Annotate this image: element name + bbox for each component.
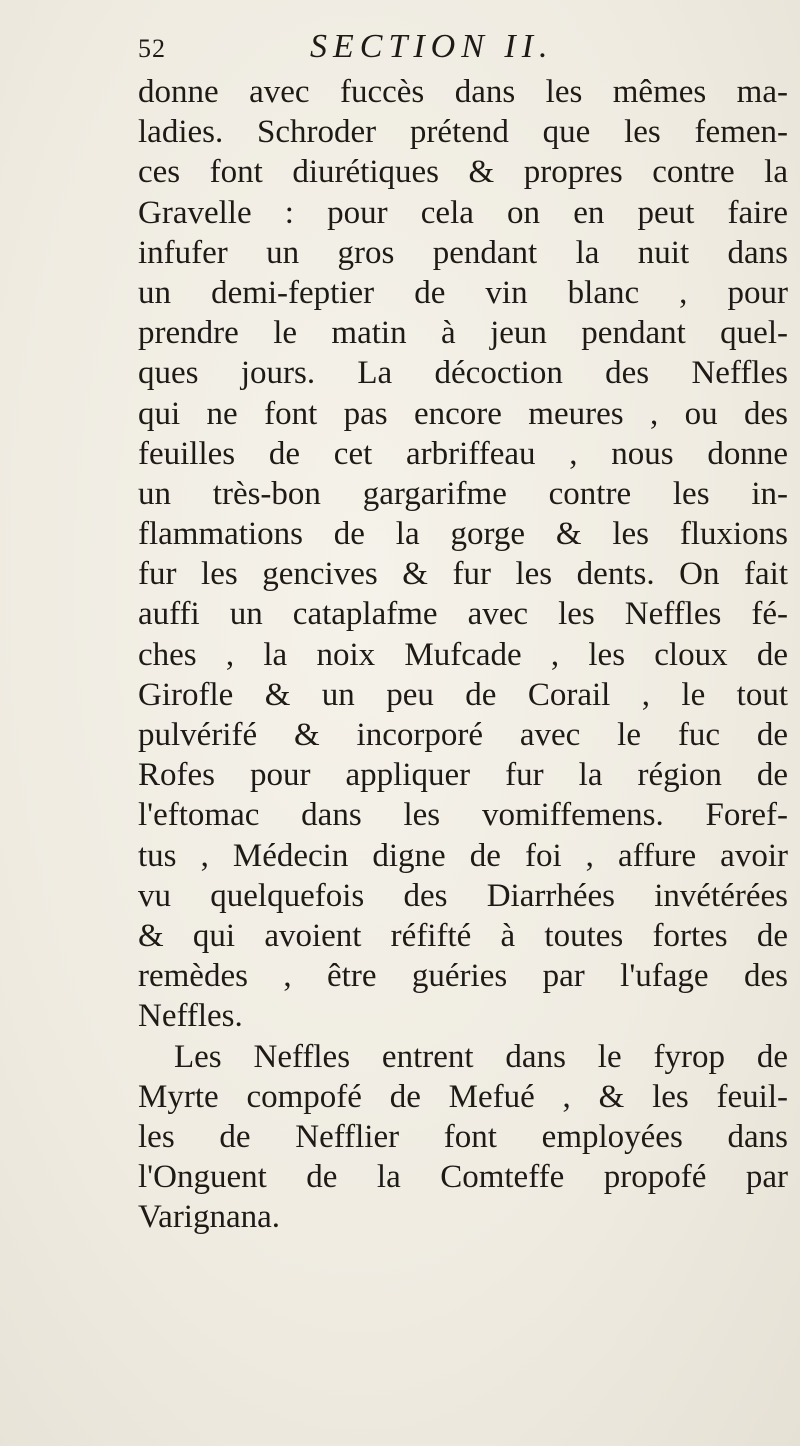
- text-line: Neffles.: [138, 998, 243, 1035]
- text-line: auffi un cataplafme avec les Neffles fé-: [138, 596, 788, 633]
- text-line: un très-bon gargarifme contre les in-: [138, 475, 788, 512]
- text-line: pulvérifé & incorporé avec le fuc de: [138, 717, 788, 753]
- text-line: Gravelle : pour cela on en peut faire: [138, 194, 788, 231]
- text-line: un demi-feptier de vin blanc , pour: [138, 274, 788, 311]
- text-line: feuilles de cet arbriffeau , nous donne: [138, 435, 788, 472]
- text-line: ches , la noix Mufcade , les cloux de: [138, 636, 788, 673]
- text-line: ques jours. La décoction des Neffles: [138, 355, 788, 392]
- text-line: donne avec fuccès dans les mêmes ma-: [138, 74, 788, 110]
- text-line: Rofes pour appliquer fur la région de: [138, 757, 788, 794]
- text-line: prendre le matin à jeun pendant quel-: [138, 315, 788, 352]
- page-header: [138, 28, 738, 74]
- body-text: [138, 72, 788, 1237]
- text-line: fur les gencives & fur les dents. On fait: [138, 556, 788, 593]
- text-line: vu quelquefois des Diarrhées invétérées: [138, 877, 788, 914]
- text-line: l'Onguent de la Comteffe propofé par: [138, 1159, 788, 1196]
- text-line: ladies. Schroder prétend que les femen-: [138, 114, 788, 151]
- page-number: 52: [138, 34, 166, 63]
- text-line: infufer un gros pendant la nuit dans: [138, 234, 788, 271]
- text-line: ces font diurétiques & propres contre la: [138, 154, 788, 191]
- text-line: & qui avoient réfifté à toutes fortes de: [138, 917, 788, 954]
- running-head: SECTION II.: [310, 28, 554, 65]
- text-line: Myrte compofé de Mefué , & les feuil-: [138, 1078, 788, 1115]
- text-line: flammations de la gorge & les fluxions: [138, 516, 788, 553]
- text-line: Les Neffles entrent dans le fyrop de: [174, 1038, 788, 1075]
- text-line: les de Nefflier font employées dans: [138, 1118, 788, 1155]
- text-line: remèdes , être guéries par l'ufage des: [138, 958, 788, 995]
- text-line: Varignana.: [138, 1199, 281, 1236]
- text-line: qui ne font pas encore meures , ou des: [138, 395, 788, 432]
- text-line: tus , Médecin digne de foi , affure avoir: [138, 837, 788, 874]
- text-line: l'eftomac dans les vomiffemens. Foref-: [138, 797, 788, 834]
- text-line: Girofle & un peu de Corail , le tout: [138, 676, 788, 713]
